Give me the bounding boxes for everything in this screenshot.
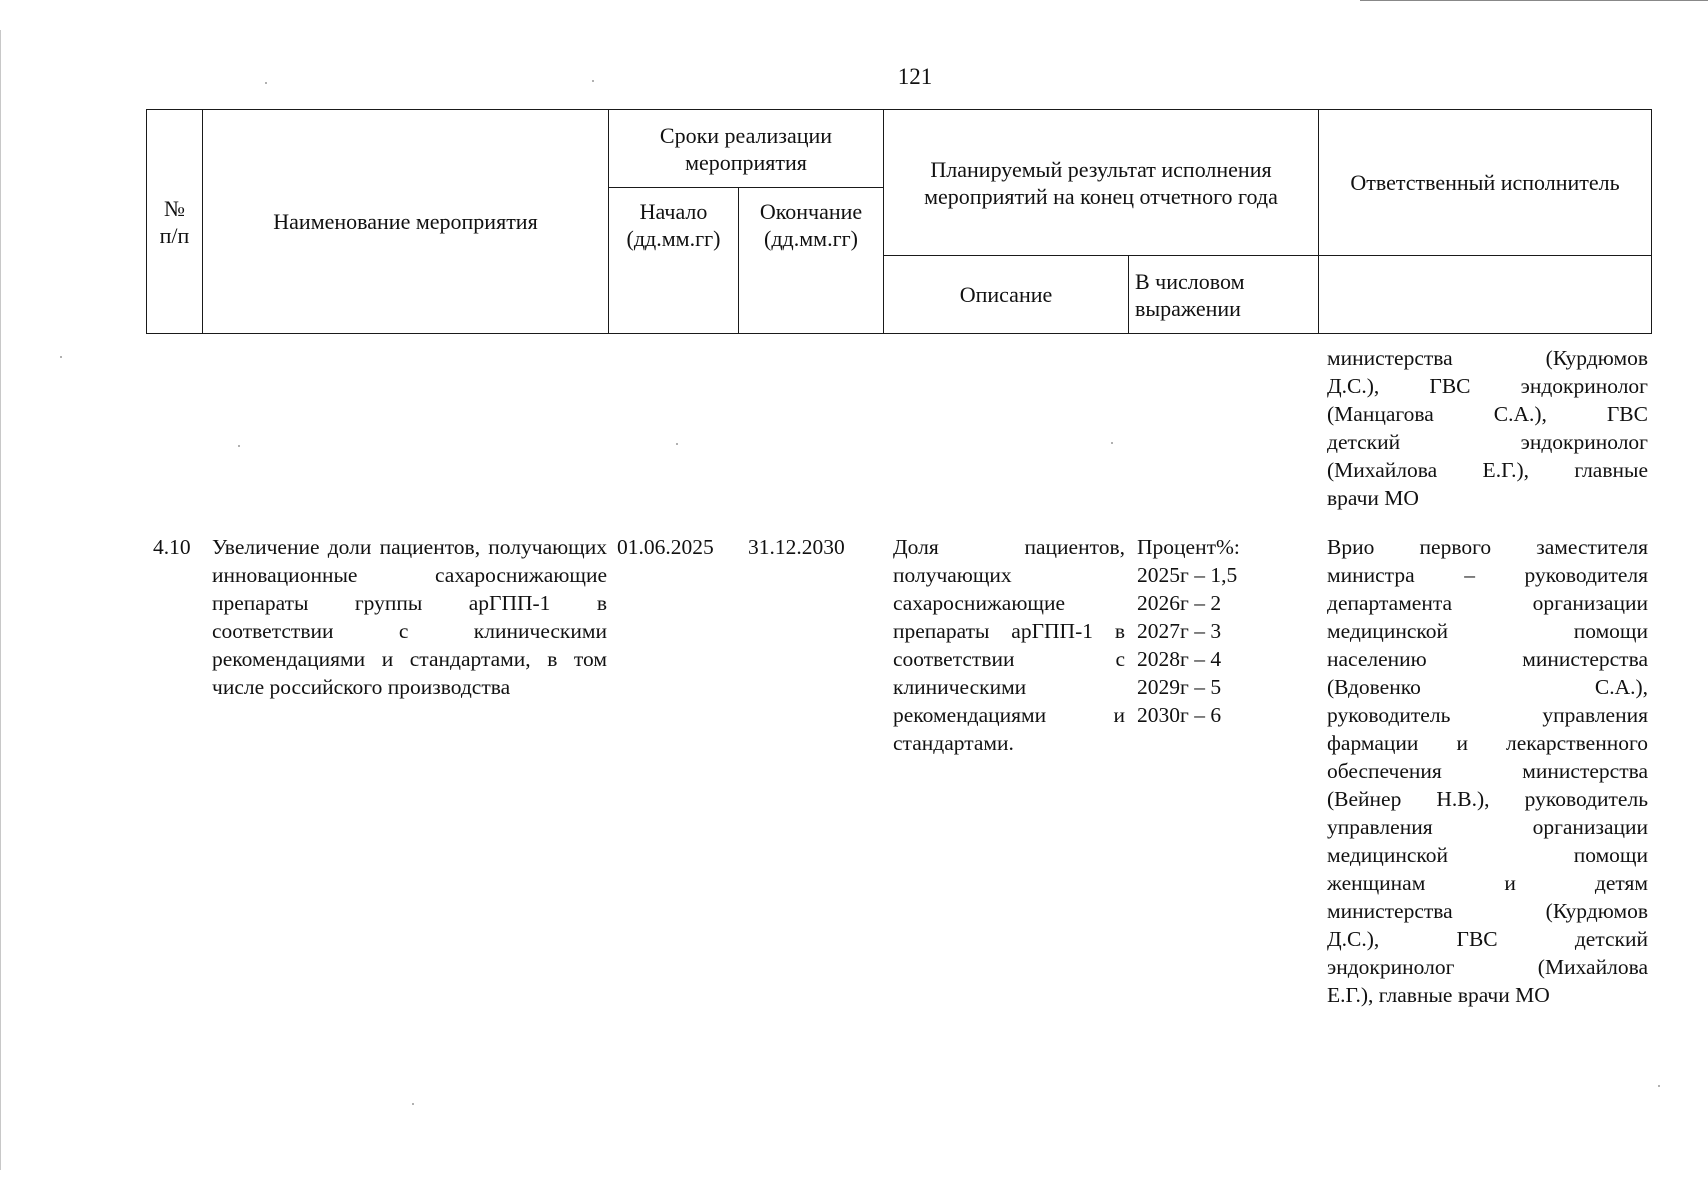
scan-speck [592,80,594,82]
text-line: министерства (Курдюмов [1327,899,1648,923]
numeric-unit: Процент%: [1137,535,1240,559]
text-line: руководитель управления [1327,703,1648,727]
text-line: (Михайлова Е.Г.), главные [1327,458,1648,482]
header-name: Наименование мероприятия [203,110,609,334]
numeric-value: 2027г – 3 [1137,619,1222,643]
table-header [146,109,1652,334]
text-line: (Вдовенко С.А.), [1327,675,1648,699]
text-line: министерства (Курдюмов [1327,346,1648,370]
text-line: управления организации [1327,815,1648,839]
header-end: Окончание (дд.мм.гг) [739,188,884,334]
numeric-value: 2026г – 2 [1137,591,1222,615]
header-description: Описание [884,256,1129,334]
row-numeric [1137,533,1317,729]
row-number: 4.10 [153,535,191,559]
text-line: Д.С.), ГВС детский [1327,927,1648,951]
numeric-value: 2029г – 5 [1137,675,1222,699]
scan-edge [0,30,1,1170]
header-responsible: Ответственный исполнитель [1319,110,1652,256]
row-name: Увеличение доли пациентов, получающих инновационные сахароснижающие препараты группы арГПП-1 в соответствии с клиническими рекомендациями и стандартами, в том числе российского производства [212,535,607,699]
numeric-value: 2025г – 1,5 [1137,563,1238,587]
numeric-value: 2030г – 6 [1137,703,1222,727]
text-line: обеспечения министерства [1327,759,1648,783]
numeric-value: 2028г – 4 [1137,647,1222,671]
header-number: № п/п [147,110,203,334]
text-line: Д.С.), ГВС эндокринолог [1327,374,1648,398]
header-numeric: В числовом выражении [1129,256,1319,334]
header-start: Начало (дд.мм.гг) [609,188,739,334]
scan-speck [265,82,267,84]
scan-speck [60,356,62,358]
text-line: (Манцагова С.А.), ГВС [1327,402,1648,426]
text-line: врачи МО [1327,486,1419,510]
text-line: медицинской помощи [1327,619,1648,643]
scan-speck [1658,1085,1660,1087]
text-line: Врио первого заместителя [1327,535,1648,559]
scan-speck [412,1103,414,1105]
text-line: населению министерства [1327,647,1648,671]
text-line: фармации и лекарственного [1327,731,1648,755]
scan-top-edge [1360,0,1708,1]
header-timeline: Сроки реализации мероприятия [609,110,884,188]
row-start-date: 01.06.2025 [617,535,714,559]
text-line: женщинам и детям [1327,871,1648,895]
text-line: Е.Г.), главные врачи МО [1327,983,1550,1007]
scan-speck [676,443,678,445]
row-description: Доля пациентов, получающих сахароснижающие препараты арГПП-1 в соответствии с клиническими рекомендациями и стандартами. [893,535,1125,755]
header-planned-result: Планируемый результат исполнения мероприятий на конец отчетного года [884,110,1319,256]
row-end-date: 31.12.2030 [748,535,845,559]
row-responsible [1327,533,1648,1009]
text-line: эндокринолог (Михайлова [1327,955,1648,979]
text-line: (Вейнер Н.В.), руководитель [1327,787,1648,811]
text-line: министра – руководителя [1327,563,1648,587]
scan-speck [238,445,240,447]
continuation-responsible [1327,344,1648,512]
text-line: медицинской помощи [1327,843,1648,867]
header-responsible-sub [1319,256,1652,334]
text-line: детский эндокринолог [1327,430,1648,454]
text-line: департамента организации [1327,591,1648,615]
scan-speck [1111,442,1113,444]
page-number: 121 [897,64,933,89]
